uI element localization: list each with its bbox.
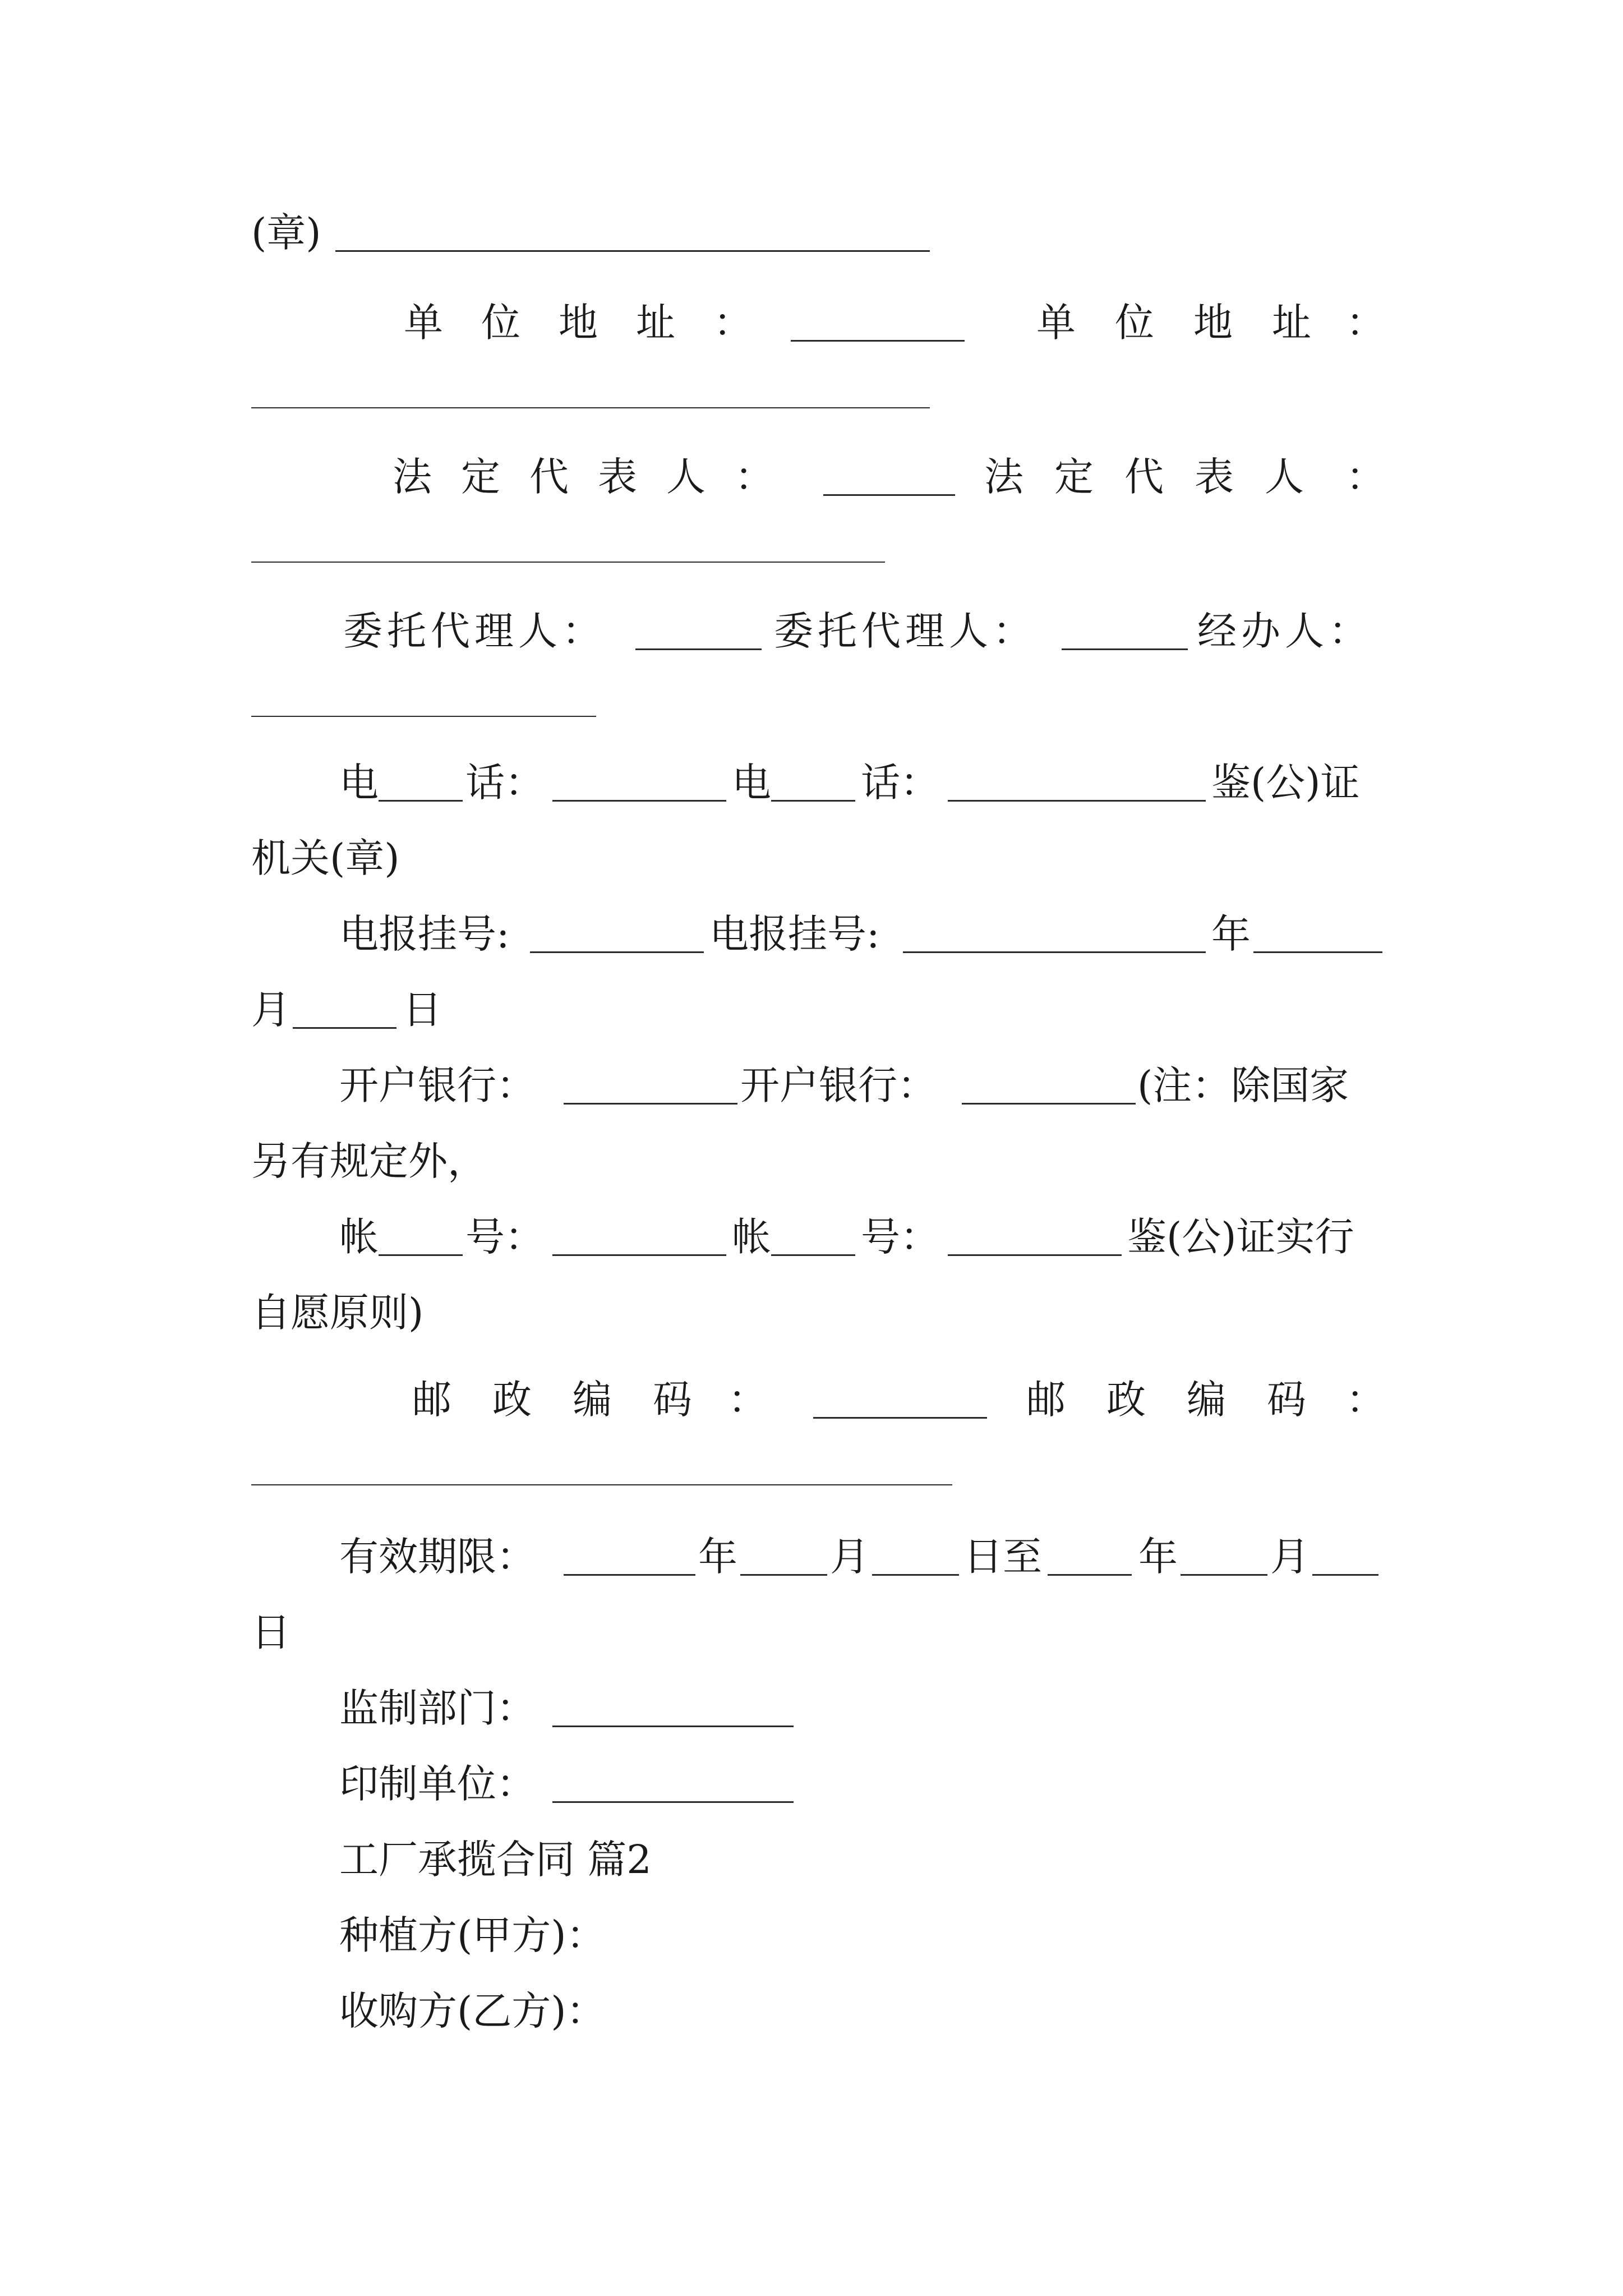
note-line4-row (0, 1282, 1623, 1343)
phone-a-blank (552, 800, 726, 802)
unit-address-b-blank-line (0, 359, 1623, 421)
account-b-second: 号： (861, 1214, 939, 1260)
handler-blank-line (0, 668, 1623, 729)
postal-b-blank (251, 1484, 952, 1485)
legal-rep-b-blank-line (0, 513, 1623, 575)
validity-day-row (0, 1602, 1623, 1663)
note-line3: 鉴(公)证实行 (1127, 1214, 1354, 1260)
legal-rep-char: 法 (984, 454, 1023, 500)
validity-end-day-blank (1312, 1574, 1378, 1576)
telegraph-a-label: 电报挂号: (339, 911, 510, 957)
postal-char: 编 (573, 1377, 612, 1423)
postal-char: 邮 (412, 1377, 451, 1423)
agent-b-label: 委托代理人： (774, 608, 1036, 654)
validity-end-month-blank (1181, 1574, 1267, 1576)
seal-label: (章) (251, 210, 321, 256)
party-a-label: 种植方(甲方)： (339, 1912, 606, 1958)
unit-address-char: 址 (1272, 300, 1311, 346)
legal-rep-char: ： (735, 454, 774, 500)
unit-address-a-blank (791, 340, 965, 342)
postal-char: ： (1346, 1377, 1385, 1423)
legal-rep-a-blank (823, 494, 955, 496)
telegraph-b-label: 电报挂号: (709, 911, 880, 957)
unit-address-char: 地 (1193, 300, 1233, 346)
phone-a-second: 话： (465, 760, 544, 806)
account-b-first: 帐 (732, 1214, 771, 1260)
legal-rep-char: 表 (598, 454, 637, 500)
account-a-blank (552, 1254, 726, 1256)
party-a-line (0, 1904, 1623, 1966)
postal-char: 政 (492, 1377, 532, 1423)
section-title: 工厂承揽合同 篇2 (339, 1837, 652, 1883)
legal-rep-char: 人 (1265, 454, 1304, 500)
date-day-label: 日 (403, 987, 442, 1033)
postal-line (0, 1369, 1623, 1430)
account-line (0, 1206, 1623, 1268)
seal-line (0, 202, 1623, 264)
unit-address-char: 单 (404, 300, 443, 346)
note-line4: 自愿原则) (251, 1290, 424, 1336)
note-line1: (注：除国家 (1137, 1062, 1349, 1108)
legal-rep-line (0, 446, 1623, 508)
validity-end-month: 月 (1270, 1534, 1310, 1580)
unit-address-char: 址 (636, 300, 675, 346)
legal-rep-char: 人 (666, 454, 706, 500)
date-year-label: 年 (1211, 911, 1251, 957)
validity-year-blank (564, 1574, 695, 1576)
postal-a-blank (813, 1417, 987, 1419)
account-a-second: 号： (465, 1214, 544, 1260)
postal-char: 码 (1267, 1377, 1306, 1423)
notary-line2: 机关(章) (251, 835, 400, 881)
phone-b-first: 电 (732, 760, 771, 806)
legal-rep-char: 表 (1195, 454, 1234, 500)
unit-address-char: ： (713, 300, 753, 346)
handler-blank (251, 716, 596, 717)
validity-label: 有效期限： (339, 1534, 536, 1580)
notary-line1: 鉴(公)证 (1211, 760, 1360, 806)
phone-b-blank (948, 800, 1206, 802)
telegraph-line (0, 903, 1623, 965)
legal-rep-char: 法 (393, 454, 432, 500)
unit-address-line (0, 292, 1623, 353)
account-b-blank (948, 1254, 1122, 1256)
phone-b-gap (771, 800, 855, 802)
agent-b-blank (1062, 648, 1188, 650)
account-b-gap (771, 1254, 855, 1256)
postal-char: 码 (653, 1377, 692, 1423)
supervisor-line (0, 1677, 1623, 1739)
phone-a-first: 电 (339, 760, 379, 806)
telegraph-b-blank (903, 951, 1206, 953)
note-line2-row (0, 1130, 1623, 1192)
unit-address-char: 位 (481, 300, 520, 346)
legal-rep-char: 定 (461, 454, 500, 500)
legal-rep-b-blank (251, 562, 885, 563)
postal-char: ： (728, 1377, 767, 1423)
date-year-blank (1253, 951, 1382, 953)
printer-blank (552, 1801, 794, 1803)
party-b-label: 收购方(乙方)： (339, 1988, 606, 2034)
seal-blank (335, 250, 930, 252)
supervisor-label: 监制部门： (339, 1685, 536, 1731)
validity-line (0, 1526, 1623, 1588)
date-month-label: 月 (251, 987, 291, 1033)
legal-rep-char: 代 (529, 454, 569, 500)
validity-end-year: 年 (1138, 1534, 1178, 1580)
postal-char: 政 (1106, 1377, 1146, 1423)
bank-b-label: 开户银行： (740, 1062, 937, 1108)
unit-address-char: 地 (559, 300, 598, 346)
legal-rep-char: ： (1346, 454, 1385, 500)
phone-b-second: 话： (861, 760, 939, 806)
date-month-blank (293, 1027, 396, 1029)
note-line2: 另有规定外， (251, 1138, 487, 1184)
bank-b-blank (962, 1103, 1136, 1105)
date-month-day-line (0, 979, 1623, 1041)
account-a-gap (379, 1254, 463, 1256)
validity-end-year-blank (1048, 1574, 1132, 1576)
unit-address-char: 单 (1036, 300, 1076, 346)
handler-label: 经办人： (1197, 608, 1372, 654)
unit-address-b-blank (251, 407, 930, 408)
phone-a-gap (379, 800, 463, 802)
account-a-first: 帐 (339, 1214, 379, 1260)
validity-month-blank (740, 1574, 827, 1576)
agent-a-label: 委托代理人： (343, 608, 606, 654)
validity-month: 月 (830, 1534, 869, 1580)
legal-rep-char: 定 (1054, 454, 1094, 500)
supervisor-blank (552, 1726, 794, 1727)
printer-line (0, 1753, 1623, 1815)
unit-address-char: ： (1346, 300, 1385, 346)
agent-a-blank (635, 648, 762, 650)
bank-a-label: 开户银行： (339, 1062, 536, 1108)
section-title-line (0, 1829, 1623, 1890)
unit-address-char: 位 (1115, 300, 1154, 346)
validity-year: 年 (698, 1534, 737, 1580)
phone-line (0, 752, 1623, 813)
printer-label: 印制单位： (339, 1761, 536, 1807)
postal-b-blank-line (0, 1436, 1623, 1498)
postal-char: 邮 (1026, 1377, 1066, 1423)
bank-a-blank (564, 1103, 737, 1105)
agent-line (0, 600, 1623, 662)
postal-char: 编 (1187, 1377, 1226, 1423)
party-b-line (0, 1980, 1623, 2042)
notary-line2-row (0, 827, 1623, 889)
validity-end-day: 日 (251, 1609, 291, 1655)
telegraph-a-blank (530, 951, 704, 953)
validity-day-blank (872, 1574, 959, 1576)
legal-rep-char: 代 (1124, 454, 1164, 500)
bank-line (0, 1055, 1623, 1116)
validity-day-to: 日至 (963, 1534, 1042, 1580)
